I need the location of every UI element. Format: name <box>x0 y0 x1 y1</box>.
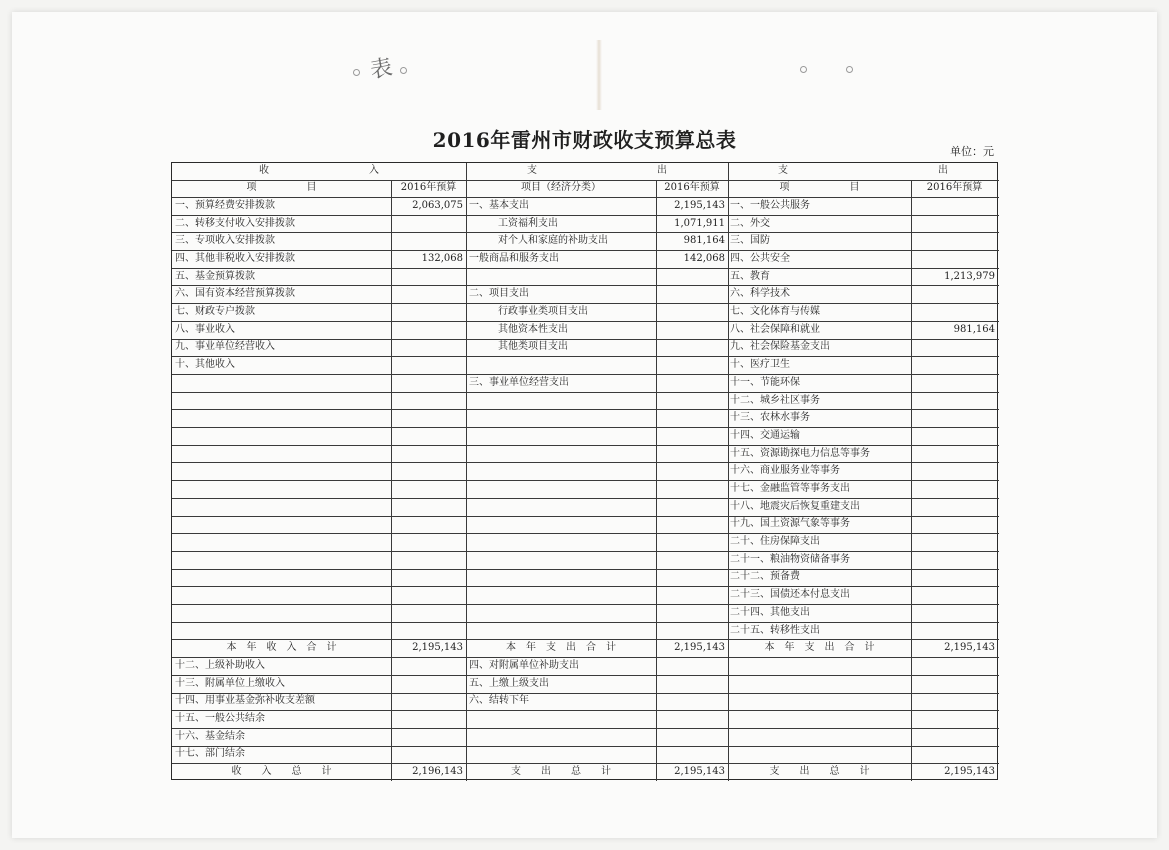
grand-expense-total-label: 支 出 总 计 <box>511 766 611 778</box>
func-item: 十一、节能环保 <box>730 376 800 388</box>
binding-hole <box>846 66 853 73</box>
income-item: 五、基金预算拨款 <box>175 270 255 282</box>
grand-func-total-label: 支 出 总 计 <box>769 766 870 778</box>
func-item: 十二、城乡社区事务 <box>730 394 820 406</box>
income-item: 十六、基金结余 <box>175 730 245 742</box>
grand-func-total-value: 2,195,143 <box>944 766 995 778</box>
func-item: 四、公共安全 <box>730 252 790 264</box>
header-divider <box>172 180 999 181</box>
binding-hole <box>400 67 407 74</box>
column-divider <box>728 163 729 781</box>
income-item: 四、其他非税收入安排拨款 <box>175 252 295 264</box>
row-divider <box>172 622 999 623</box>
col-func-header: 项 目 <box>779 182 860 193</box>
func-item: 十五、资源勘探电力信息等事务 <box>730 447 870 459</box>
income-group-header: 收 入 <box>259 165 379 176</box>
row-divider <box>172 356 999 357</box>
year-income-total-label: 本 年 收 入 合 计 <box>226 642 337 654</box>
row-divider <box>172 480 999 481</box>
col-item-header: 项 目 <box>246 182 317 193</box>
income-item: 十三、附属单位上缴收入 <box>175 677 285 689</box>
year-income-total-value: 2,195,143 <box>412 642 463 654</box>
year-func-total-label: 本 年 支 出 合 计 <box>764 642 875 654</box>
col-econ-header: 项目（经济分类） <box>521 182 601 193</box>
func-item: 二十二、预备费 <box>730 571 800 583</box>
econ-value: 142,068 <box>683 252 725 264</box>
row-divider <box>172 392 999 393</box>
func-item: 二十四、其他支出 <box>730 606 810 618</box>
row-divider <box>172 427 999 428</box>
row-divider <box>172 551 999 552</box>
row-divider <box>172 409 999 410</box>
econ-value: 1,071,911 <box>674 217 725 229</box>
econ-item: 行政事业类项目支出 <box>498 306 588 318</box>
income-item: 十四、用事业基金弥补收支差额 <box>175 695 315 707</box>
econ-item: 六、结转下年 <box>469 695 529 707</box>
row-divider <box>172 215 999 216</box>
budget-table <box>171 162 998 780</box>
income-item: 十二、上级补助收入 <box>175 659 265 671</box>
func-item: 九、社会保险基金支出 <box>730 341 830 353</box>
expense-func-group-header: 支 出 <box>778 165 948 176</box>
row-divider <box>172 303 999 304</box>
income-item: 八、事业收入 <box>175 323 235 335</box>
func-item: 十三、农林水事务 <box>730 412 810 424</box>
row-divider <box>172 639 999 640</box>
income-item: 十、其他收入 <box>175 359 235 371</box>
func-item: 六、科学技术 <box>730 288 790 300</box>
column-divider <box>466 163 467 781</box>
func-item: 十七、金融监管等事务支出 <box>730 483 850 494</box>
func-item: 十八、地震灾后恢复重建支出 <box>730 500 860 512</box>
binding-hole <box>353 69 360 76</box>
expense-econ-group-header: 支 出 <box>527 165 667 176</box>
row-divider <box>172 746 999 747</box>
row-divider <box>172 516 999 517</box>
econ-item: 二、项目支出 <box>469 288 529 300</box>
year-expense-total-value: 2,195,143 <box>674 642 725 654</box>
econ-item: 一般商品和服务支出 <box>469 252 559 264</box>
row-divider <box>172 675 999 676</box>
econ-item: 四、对附属单位补助支出 <box>469 659 579 671</box>
row-divider <box>172 285 999 286</box>
year-func-total-value: 2,195,143 <box>944 642 995 654</box>
paper-crease <box>596 40 602 110</box>
income-item: 九、事业单位经营收入 <box>175 341 275 353</box>
binding-hole <box>800 66 807 73</box>
func-item: 二、外交 <box>730 217 770 229</box>
econ-item: 一、基本支出 <box>469 199 529 211</box>
row-divider <box>172 533 999 534</box>
col-budget-func-header: 2016年预算 <box>926 182 983 193</box>
econ-value: 2,195,143 <box>674 199 725 211</box>
row-divider <box>172 586 999 587</box>
func-item: 十四、交通运输 <box>730 429 800 441</box>
econ-item: 五、上缴上级支出 <box>469 677 549 689</box>
row-divider <box>172 445 999 446</box>
row-divider <box>172 321 999 322</box>
income-item: 七、财政专户拨款 <box>175 306 255 318</box>
row-divider <box>172 569 999 570</box>
row-divider <box>172 462 999 463</box>
income-item: 六、国有资本经营预算拨款 <box>175 288 295 300</box>
func-item: 三、国防 <box>730 235 770 247</box>
econ-item: 工资福利支出 <box>498 217 558 229</box>
func-item: 十九、国土资源气象等事务 <box>730 518 850 530</box>
row-divider <box>172 268 999 269</box>
econ-item: 对个人和家庭的补助支出 <box>498 235 608 247</box>
handwritten-mark: 表 <box>368 55 395 84</box>
income-item: 一、预算经费安排拨款 <box>175 199 275 211</box>
func-item: 七、文化体育与传媒 <box>730 306 820 318</box>
func-item: 二十五、转移性支出 <box>730 624 820 636</box>
document-title: 2016年雷州市财政收支预算总表 <box>432 128 737 152</box>
econ-item: 其他类项目支出 <box>498 341 568 353</box>
row-divider <box>172 728 999 729</box>
func-item: 十六、商业服务业等事务 <box>730 465 840 477</box>
func-item: 二十、住房保障支出 <box>730 536 820 548</box>
func-item: 五、教育 <box>730 270 770 282</box>
grand-expense-total-value: 2,195,143 <box>674 766 725 778</box>
row-divider <box>172 339 999 340</box>
unit-label: 单位：元 <box>950 145 994 158</box>
row-divider <box>172 498 999 499</box>
grand-income-total-value: 2,196,143 <box>412 766 463 778</box>
header-divider <box>172 197 999 198</box>
row-divider <box>172 604 999 605</box>
econ-item: 三、事业单位经营支出 <box>469 376 569 388</box>
income-value: 132,068 <box>421 252 463 264</box>
func-item: 二十三、国债还本付息支出 <box>730 589 850 601</box>
year-expense-total-label: 本 年 支 出 合 计 <box>506 642 616 654</box>
func-value: 981,164 <box>953 323 995 335</box>
grand-income-total-label: 收 入 总 计 <box>231 766 332 778</box>
func-value: 1,213,979 <box>944 270 995 282</box>
func-item: 一、一般公共服务 <box>730 199 810 211</box>
func-item: 八、社会保障和就业 <box>730 323 820 335</box>
row-divider <box>172 657 999 658</box>
income-value: 2,063,075 <box>412 199 463 211</box>
income-item: 三、专项收入安排拨款 <box>175 235 275 247</box>
row-divider <box>172 250 999 251</box>
col-budget-income-header: 2016年预算 <box>400 182 457 193</box>
func-item: 十、医疗卫生 <box>730 359 790 371</box>
econ-item: 其他资本性支出 <box>498 323 568 335</box>
income-item: 十五、一般公共结余 <box>175 713 265 725</box>
income-item: 十七、部门结余 <box>175 748 245 760</box>
row-divider <box>172 710 999 711</box>
row-divider <box>172 763 999 764</box>
row-divider <box>172 232 999 233</box>
row-divider <box>172 693 999 694</box>
income-item: 二、转移支付收入安排拨款 <box>175 217 295 229</box>
col-budget-econ-header: 2016年预算 <box>664 182 720 193</box>
func-item: 二十一、粮油物资储备事务 <box>730 553 850 565</box>
row-divider <box>172 374 999 375</box>
econ-value: 981,164 <box>683 235 725 247</box>
